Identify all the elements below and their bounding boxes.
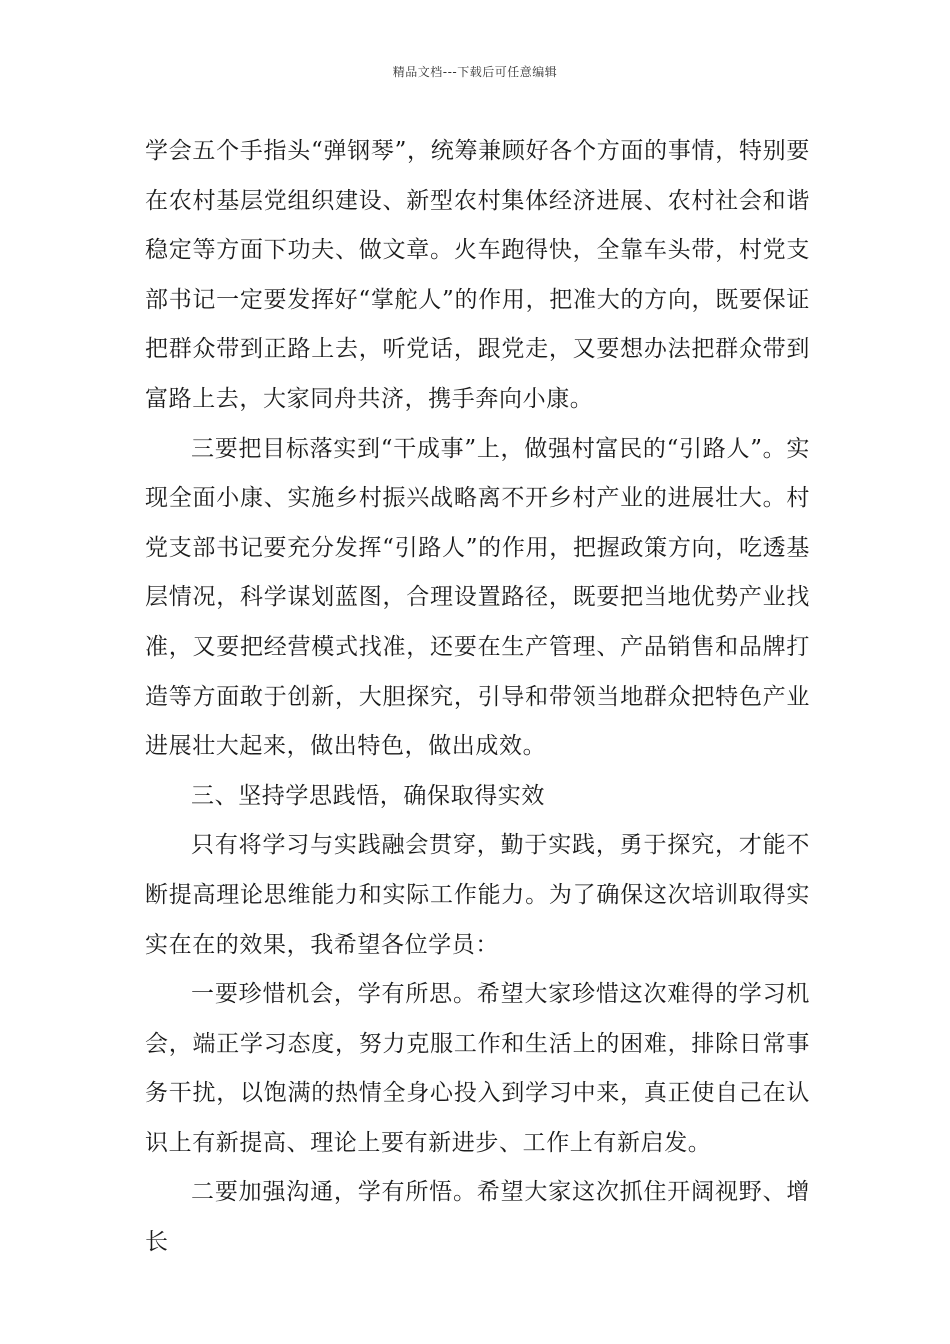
paragraph-1: 学会五个手指头“弹钢琴”，统筹兼顾好各个方面的事情，特别要在农村基层党组织建设、新型农村集体经济进展、农村社会和谐稳定等方面下功夫、做文章。火车跑得快，全靠车头带，村党支部书记一定要发挥好“掌舵人”的作用，把准大的方向，既要保证把群众带到正路上去，听党话，跟党走，又要想办法把群众带到富路上去，大家同舟共济，携手奔向小康。 — [145, 138, 810, 412]
paragraph-4: 一要珍惜机会，学有所思。希望大家珍惜这次难得的学习机会，端正学习态度，努力克服工作和生活上的困难，排除日常事务干扰，以饱满的热情全身心投入到学习中来，真正使自己在认识上有新提高、理论上要有新进步、工作上有新启发。 — [145, 981, 810, 1156]
paragraph-3: 只有将学习与实践融会贯穿，勤于实践，勇于探究，才能不断提高理论思维能力和实际工作能力。为了确保这次培训取得实实在在的效果，我希望各位学员： — [145, 832, 810, 958]
document-body — [145, 127, 810, 1268]
section-heading: 三、坚持学思践悟，确保取得实效 — [191, 782, 545, 809]
page-header: 精品文档---下载后可任意编辑 — [392, 65, 558, 79]
paragraph-5: 二要加强沟通，学有所悟。希望大家这次抓住开阔视野、增长 — [145, 1179, 810, 1256]
paragraph-2: 三要把目标落实到“干成事”上，做强村富民的“引路人”。实现全面小康、实施乡村振兴战略离不开乡村产业的进展壮大。村党支部书记要充分发挥“引路人”的作用，把握政策方向，吃透基层情况，科学谋划蓝图，合理设置路径，既要把当地优势产业找准，又要把经营模式找准，还要在生产管理、产品销售和品牌打造等方面敢于创新，大胆探究，引导和带领当地群众把特色产业进展壮大起来，做出特色，做出成效。 — [145, 435, 810, 760]
